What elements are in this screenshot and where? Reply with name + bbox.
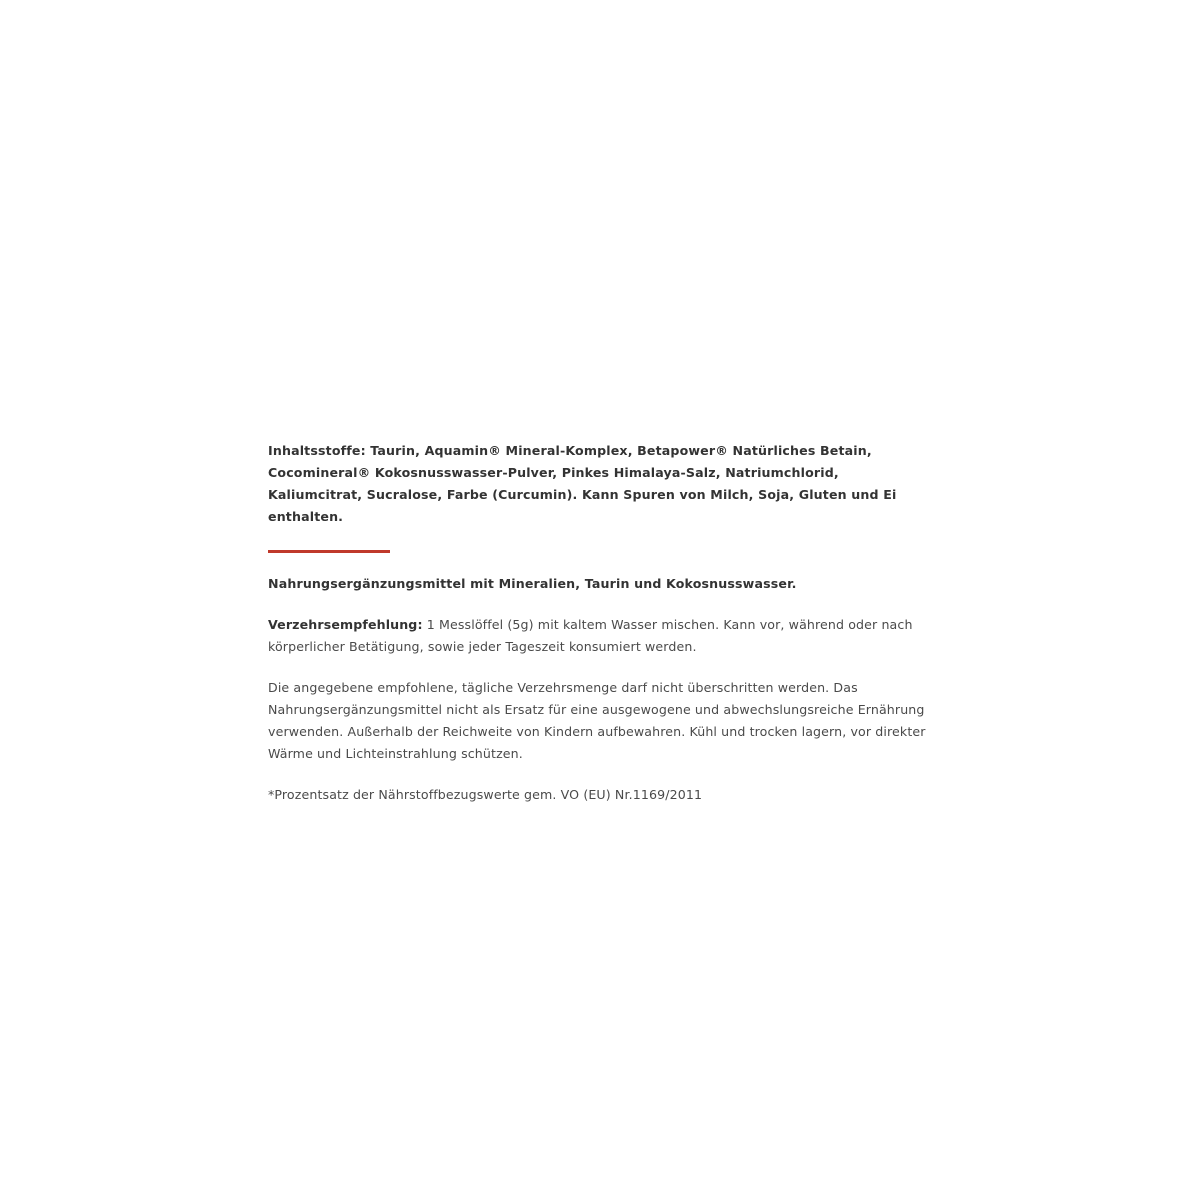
- usage-label: Verzehrsempfehlung:: [268, 617, 423, 632]
- warning-paragraph: Die angegebene empfohlene, tägliche Verzehrsmenge darf nicht überschritten werden. Das Nahrungsergänzungsmittel nicht als Ersatz für eine ausgewogene und abwechslungsreiche Ernährung verwenden. Außerhalb der Reichweite von Kindern aufbewahren. Kühl und trocken lagern, vor direkter Wärme und Lichteinstrahlung schützen.: [268, 680, 926, 761]
- section-divider: [268, 550, 390, 553]
- supplement-statement: Nahrungsergänzungsmittel mit Mineralien, Taurin und Kokosnusswasser.: [268, 576, 797, 591]
- product-label-text-block: [268, 440, 936, 806]
- usage-instructions: [268, 614, 932, 658]
- ingredients-paragraph: Inhaltsstoffe: Taurin, Aquamin® Mineral-Komplex, Betapower® Natürliches Betain, Cocomineral® Kokosnusswasser-Pulver, Pinkes Himalaya-Salz, Natriumchlorid, Kaliumcitrat, Sucralose, Farbe (Curcumin). Kann Spuren von Milch, Soja, Gluten und Ei enthalten.: [268, 443, 897, 524]
- usage-text: 1 Messlöffel (5g) mit kaltem Wasser mischen. Kann vor, während oder nach körperlicher Betätigung, sowie jeder Tageszeit konsumiert werden.: [268, 617, 913, 654]
- footnote: *Prozentsatz der Nährstoffbezugswerte gem. VO (EU) Nr.1169/2011: [268, 787, 703, 802]
